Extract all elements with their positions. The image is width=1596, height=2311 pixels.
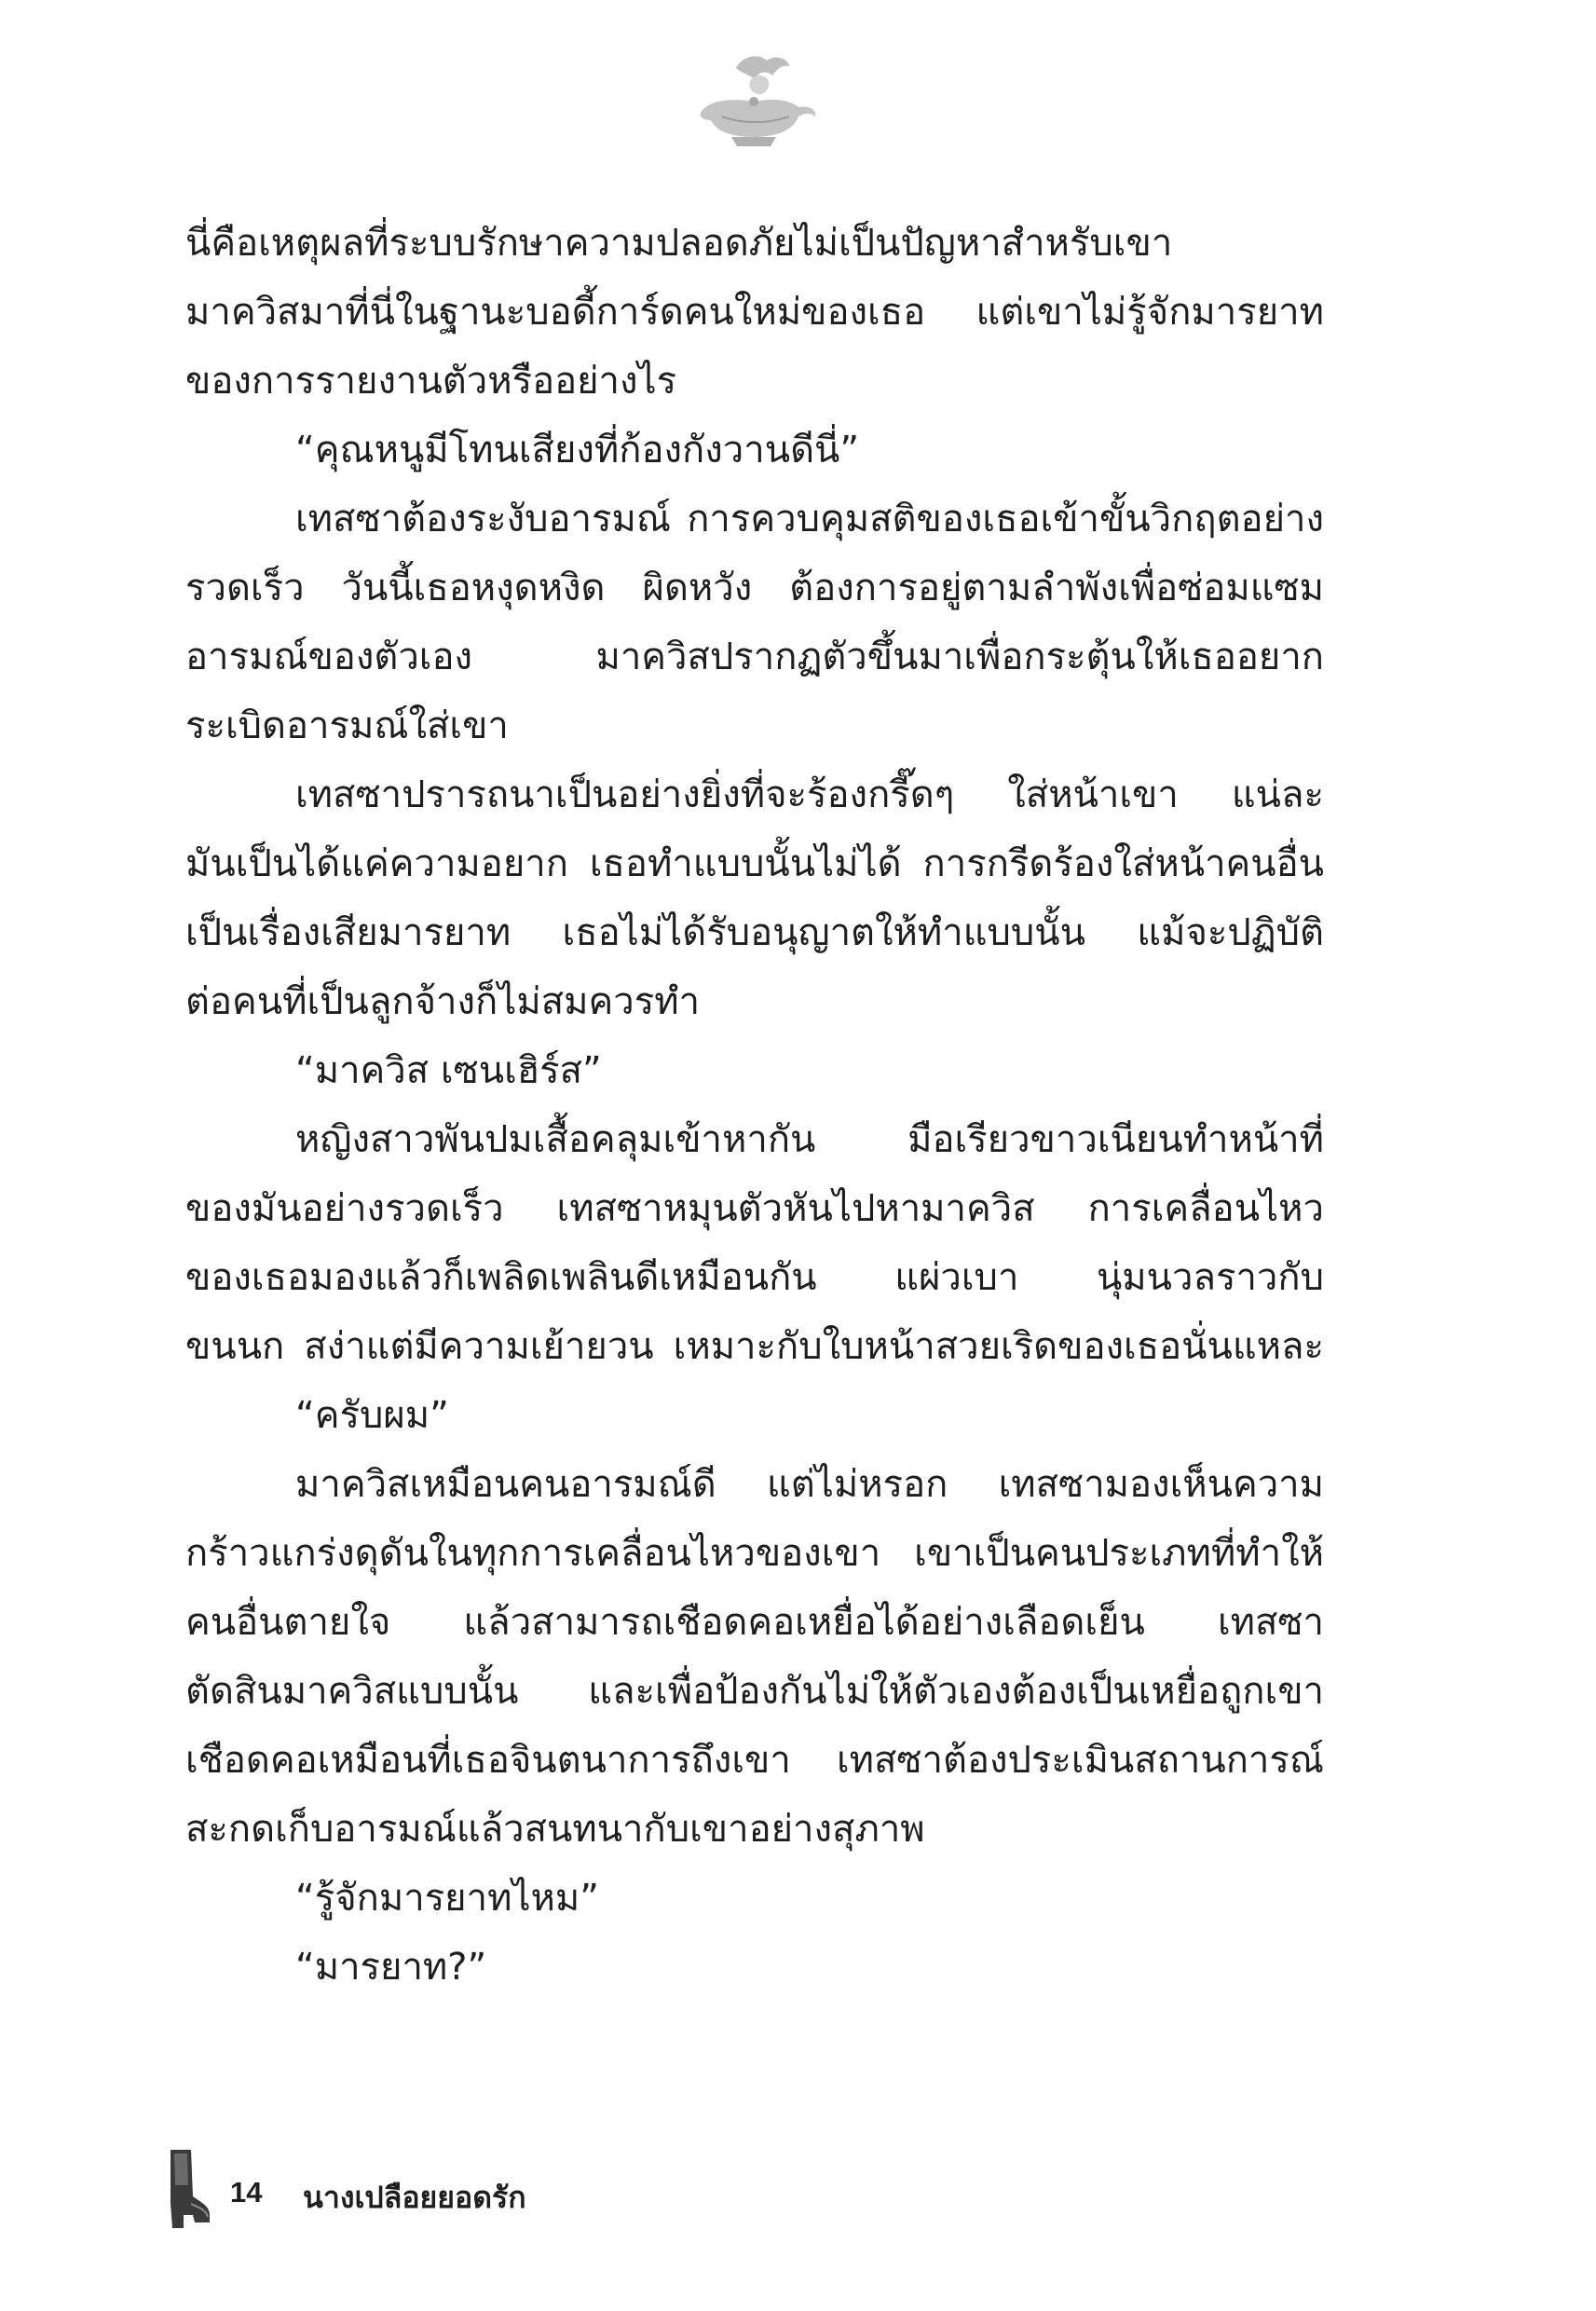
text-line: ตัดสินมาควิสแบบนั้น และเพื่อป้องกันไม่ให้ตัวเองต้องเป็นเหยื่อถูกเขา: [185, 1670, 1324, 1713]
boot-icon: [163, 2148, 211, 2230]
page-number: 14: [230, 2176, 263, 2208]
text-line: กร้าวแกร่งดุดันในทุกการเคลื่อนไหวของเขา เขาเป็นคนประเภทที่ทำให้: [185, 1532, 1324, 1575]
text-line: ของมันอย่างรวดเร็ว เทสซาหมุนตัวหันไปหามาควิส การเคลื่อนไหว: [185, 1187, 1324, 1230]
text-line: ของเธอมองแล้วก็เพลิดเพลินดีเหมือนกัน แผ่วเบา นุ่มนวลราวกับ: [185, 1256, 1324, 1299]
text-line: “คุณหนูมีโทนเสียงที่ก้องกังวานดีนี่”: [295, 429, 860, 472]
text-line: ระเบิดอารมณ์ใส่เขา: [185, 704, 509, 747]
text-line: คนอื่นตายใจ แล้วสามารถเชือดคอเหยื่อได้อย่างเลือดเย็น เทสซา: [185, 1601, 1324, 1644]
book-title: นางเปลือยยอดรัก: [303, 2180, 526, 2215]
text-line: เทสซาต้องระงับอารมณ์ การควบคุมสติของเธอเข้าขั้นวิกฤตอย่าง: [295, 498, 1324, 540]
text-line: สะกดเก็บอารมณ์แล้วสนทนากับเขาอย่างสุภาพ: [185, 1808, 925, 1851]
text-line: “มารยาท?”: [295, 1946, 487, 1989]
text-line: เชือดคอเหมือนที่เธอจินตนาการถึงเขา เทสซาต้องประเมินสถานการณ์: [185, 1739, 1324, 1782]
text-line: มันเป็นได้แค่ความอยาก เธอทำแบบนั้นไม่ได้ การกรีดร้องใส่หน้าคนอื่น: [185, 842, 1324, 885]
text-line: ต่อคนที่เป็นลูกจ้างก็ไม่สมควรทำ: [185, 980, 701, 1023]
text-line: เป็นเรื่องเสียมารยาท เธอไม่ได้รับอนุญาตให้ทำแบบนั้น แม้จะปฏิบัติ: [185, 911, 1324, 954]
text-line: ของการรายงานตัวหรืออย่างไร: [185, 360, 677, 403]
text-line: รวดเร็ว วันนี้เธอหงุดหงิด ผิดหวัง ต้องการอยู่ตามลำพังเพื่อซ่อมแซม: [185, 567, 1324, 609]
text-line: หญิงสาวพันปมเสื้อคลุมเข้าหากัน มือเรียวขาวเนียนทำหน้าที่: [295, 1118, 1324, 1161]
genie-lamp-icon: [685, 51, 825, 154]
text-line: มาควิสเหมือนคนอารมณ์ดี แต่ไม่หรอก เทสซามองเห็นความ: [295, 1463, 1324, 1506]
text-line: นี่คือเหตุผลที่ระบบรักษาความปลอดภัยไม่เป็นปัญหาสำหรับเขา: [185, 222, 1173, 265]
text-line: มาควิสมาที่นี่ในฐานะบอดี้การ์ดคนใหม่ของเธอ แต่เขาไม่รู้จักมารยาท: [185, 291, 1324, 334]
text-line: อารมณ์ของตัวเอง มาควิสปรากฏตัวขึ้นมาเพื่อกระตุ้นให้เธออยาก: [185, 636, 1324, 678]
text-line: “ครับผม”: [295, 1394, 449, 1437]
text-line: เทสซาปรารถนาเป็นอย่างยิ่งที่จะร้องกรี๊ดๆ ใส่หน้าเขา แน่ละ: [295, 773, 1324, 816]
page-footer: [163, 2148, 722, 2232]
text-line: “มาควิส เซนเฮิร์ส”: [295, 1049, 602, 1092]
text-line: ขนนก สง่าแต่มีความเย้ายวน เหมาะกับใบหน้าสวยเริดของเธอนั่นแหละ: [185, 1325, 1324, 1368]
body-text: [185, 209, 1324, 2002]
text-line: “รู้จักมารยาทไหม”: [295, 1877, 600, 1920]
